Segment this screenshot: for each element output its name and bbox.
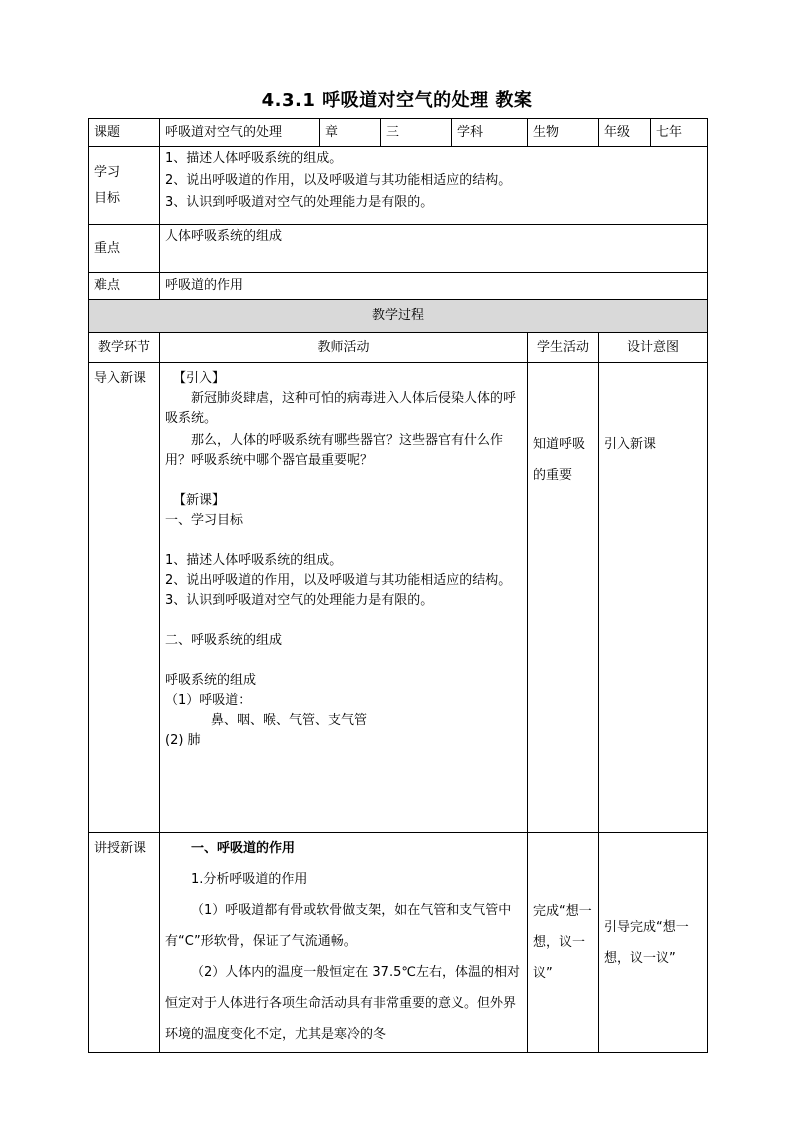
goal-item: 3、认识到呼吸道对空气的处理能力是有限的。 — [165, 593, 434, 608]
subject-label: 学科 — [452, 119, 528, 147]
lesson-paragraph-2: （2）人体内的温度一般恒定在 37.5℃左右，体温的相对恒定对于人体进行各项生命活动具有非常重要的意义。但外界环境的温度变化不定，尤其是寒冷的冬 — [165, 965, 520, 1042]
process-header: 教学过程 — [89, 300, 708, 333]
objective-item: 1、描述人体呼吸系统的组成。 — [165, 151, 343, 166]
section-goals: 一、学习目标 — [165, 513, 244, 528]
new-lesson-heading: 【新课】 — [173, 493, 226, 508]
process-header-row — [89, 300, 708, 333]
lesson-paragraph-1: （1）呼吸道都有骨或软骨做支架，如在气管和支气管中有“C”形软骨，保证了气流通畅。 — [165, 903, 512, 949]
section-composition: 二、呼吸系统的组成 — [165, 633, 283, 648]
col-design: 设计意图 — [599, 333, 708, 363]
lead-paragraph-1: 新冠肺炎肆虐，这种可怕的病毒进入人体后侵染人体的呼吸系统。 — [165, 391, 517, 426]
lead-paragraph-2: 那么，人体的呼吸系统有哪些器官？这些器官有什么作用？呼吸系统中哪个器官最重要呢？ — [165, 433, 504, 468]
lead-heading: 【引入】 — [173, 371, 226, 386]
subject-value: 生物 — [528, 119, 599, 147]
chapter-label: 章 — [320, 119, 381, 147]
topic-value: 呼吸道对空气的处理 — [160, 119, 320, 147]
col-stage: 教学环节 — [89, 333, 160, 363]
intro-stage: 导入新课 — [89, 363, 160, 833]
topic-label: 课题 — [89, 119, 160, 147]
composition-title: 呼吸系统的组成 — [165, 673, 257, 688]
lesson-teacher-activity — [160, 833, 528, 1053]
goal-item: 2、说出呼吸道的作用，以及呼吸道与其功能相适应的结构。 — [165, 573, 512, 588]
composition-item-1: （1）呼吸道： — [165, 693, 252, 708]
objective-item: 2、说出呼吸道的作用，以及呼吸道与其功能相适应的结构。 — [165, 173, 512, 188]
difficulty-value: 呼吸道的作用 — [160, 273, 708, 300]
lesson-stage: 讲授新课 — [89, 833, 160, 1053]
difficulty-label: 难点 — [89, 273, 160, 300]
composition-item-2: (2) 肺 — [165, 733, 201, 748]
document-title: 4.3.1 呼吸道对空气的处理 教案 — [261, 90, 533, 111]
intro-row — [89, 363, 708, 833]
grade-value: 七年 — [651, 119, 708, 147]
objective-item: 3、认识到呼吸道对空气的处理能力是有限的。 — [165, 195, 434, 210]
composition-item-1-detail: 鼻、咽、喉、气管、支气管 — [211, 713, 368, 728]
intro-design-intent: 引入新课 — [599, 363, 708, 833]
chapter-value: 三 — [381, 119, 452, 147]
difficulty-row — [89, 273, 708, 300]
col-teacher: 教师活动 — [160, 333, 528, 363]
lesson-row — [89, 833, 708, 1053]
lesson-design-intent: 引导完成“想一想，议一议” — [599, 833, 708, 1053]
lesson-plan-table — [88, 118, 708, 1053]
objectives-content — [160, 147, 708, 225]
key-point-value: 人体呼吸系统的组成 — [160, 225, 708, 273]
lesson-subheading: 1.分析呼吸道的作用 — [191, 872, 308, 887]
goal-item: 1、描述人体呼吸系统的组成。 — [165, 553, 343, 568]
intro-student-activity: 知道呼吸的重要 — [528, 363, 599, 833]
header-row — [89, 119, 708, 147]
col-student: 学生活动 — [528, 333, 599, 363]
grade-label: 年级 — [599, 119, 651, 147]
intro-teacher-activity — [160, 363, 528, 833]
objectives-row — [89, 147, 708, 225]
lesson-student-activity: 完成“想一想，议一议” — [528, 833, 599, 1053]
column-header-row — [89, 333, 708, 363]
key-point-label: 重点 — [89, 225, 160, 273]
lesson-heading: 一、呼吸道的作用 — [191, 841, 296, 856]
key-point-row — [89, 225, 708, 273]
objectives-label: 学习 目标 — [89, 147, 160, 225]
